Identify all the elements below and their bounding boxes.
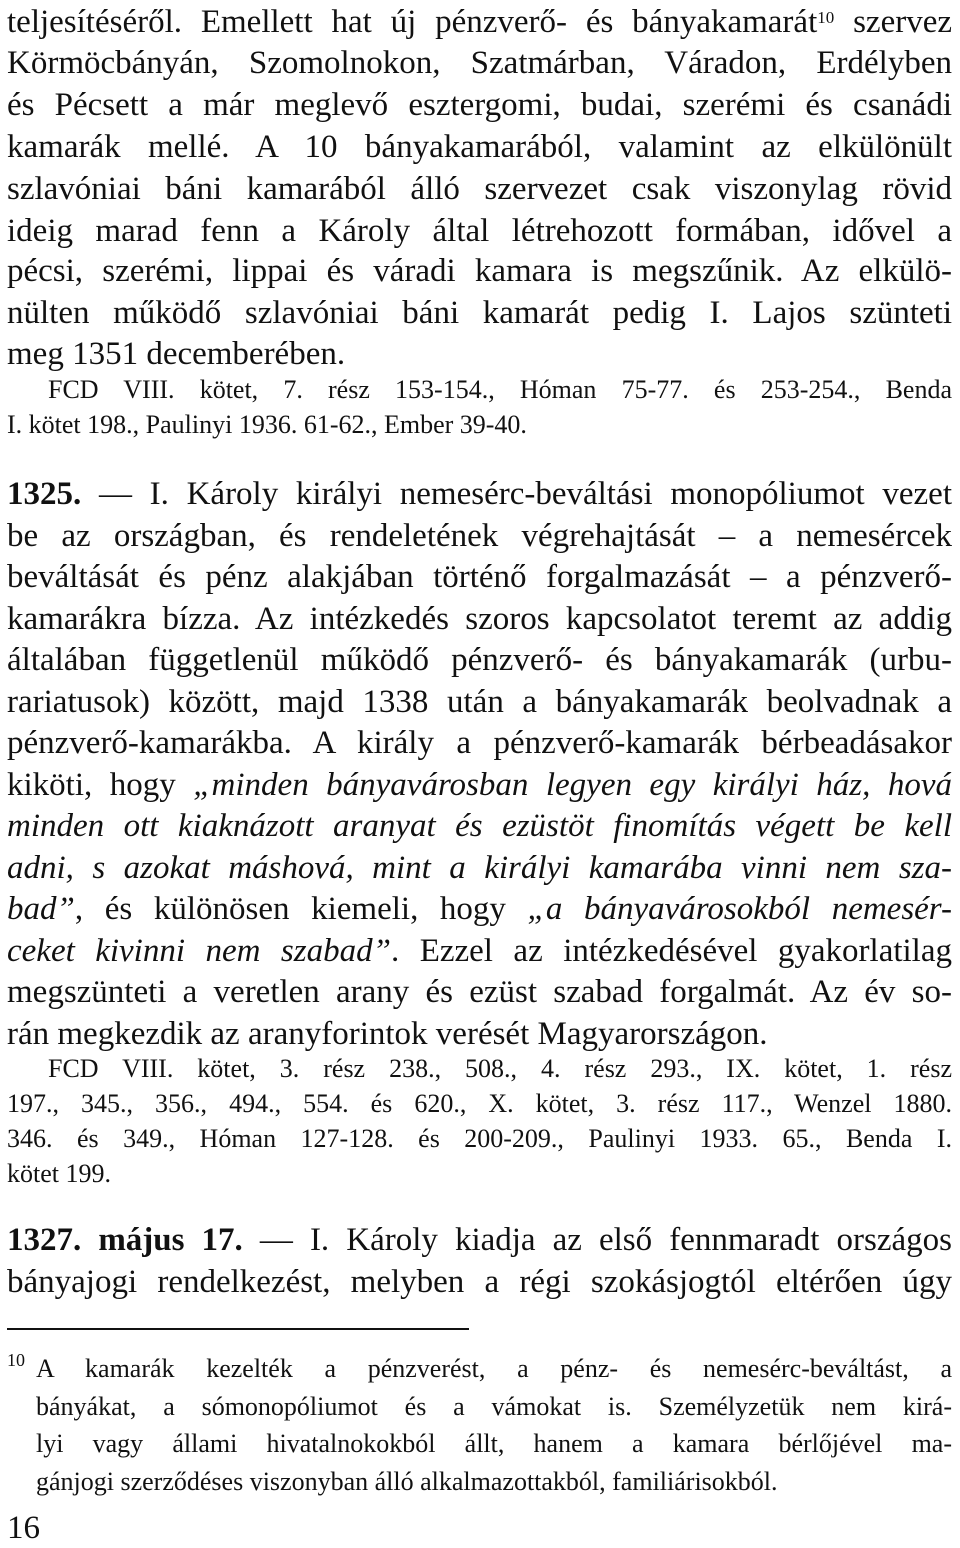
source-reference: 197., 345., 356., 494., 554. és 620., X. kötet, 3. rész 117., Wenzel 1880. [7,1089,952,1118]
footnote-separator [7,1328,469,1330]
entry-date: 1325. [7,476,82,512]
body-text: — I. Károly királyi nemesérc-beváltási monopóliumot vezet [81,476,952,512]
quote-text: ceket kivinni nem szabad” [7,933,391,969]
quote-text: bad” [7,891,75,927]
body-text: kiköti, hogy [7,767,194,803]
body-line: be az országban, és rendeletének végrehajtását – a nemesércek [7,518,952,554]
body-line: pénzverő-kamarákba. A király a pénzverő-kamarák bérbeadásakor [7,725,952,761]
entry-date: 1327. május 17. [7,1222,243,1258]
body-text: — I. Károly kiadja az első fennmaradt országos [242,1222,952,1258]
body-line: szlavóniai báni kamarából álló szervezet csak viszonylag rövid [7,171,952,207]
entry-1325-line [7,474,952,514]
page-number: 16 [7,1510,40,1546]
body-line: ideig marad fenn a Károly által létrehozott formában, idővel a [7,213,952,249]
body-line: általában függetlenül működő pénzverő- és bányakamarák (urbu- [7,642,952,678]
body-line: bányajogi rendelkezést, melyben a régi szokásjogtól eltérően úgy [7,1264,952,1300]
body-line: és Pécsett a már meglevő esztergomi, budai, szerémi és csanádi [7,87,952,123]
entry-1327-line [7,1220,952,1260]
body-line: beváltását és pénz alakjában történő forgalmazását – a pénzverő- [7,559,952,595]
body-line [7,765,952,805]
body-text: teljesítéséről. Emellett hat új pénzverő- és bányakamarát [7,4,818,40]
body-line: rán megkezdik az aranyforintok verését Magyarországon. [7,1016,768,1052]
footnote-line: gánjogi szerződéses viszonyban álló alkalmazottakból, familiárisokból. [36,1467,778,1496]
quote-line: minden ott kiaknázott aranyat és ezüstöt finomítás végett be kell [7,808,952,844]
footnote-number: 10 [7,1350,25,1370]
body-line: nülten működő szlavóniai báni kamarát pedig I. Lajos szünteti [7,295,952,331]
body-line: rariatusok) között, majd 1338 után a bányakamarák beolvadnak a [7,684,952,720]
body-line [7,889,952,929]
source-reference: FCD VIII. kötet, 7. rész 153-154., Hóman 75-77. és 253-254., Benda [48,375,952,404]
body-line [7,931,952,971]
footnote-line: lyi vagy állami hivatalnokokból állt, hanem a kamara bérlőjével ma- [36,1429,952,1458]
source-reference: kötet 199. [7,1159,111,1188]
body-line: meg 1351 decemberében. [7,336,346,372]
body-line [7,2,952,42]
footnote-line: A kamarák kezelték a pénzverést, a pénz- és nemesérc-beváltást, a [36,1354,952,1383]
source-reference: 346. és 349., Hóman 127-128. és 200-209., Paulinyi 1933. 65., Benda I. [7,1124,952,1153]
source-reference: FCD VIII. kötet, 3. rész 238., 508., 4. rész 293., IX. kötet, 1. rész [48,1054,952,1083]
body-line: megszünteti a veretlen arany és ezüst szabad forgalmát. Az év so- [7,974,952,1010]
source-reference: I. kötet 198., Paulinyi 1936. 61-62., Ember 39-40. [7,410,527,439]
footnote-line: bányákat, a sómonopóliumot és a vámokat is. Személyzetük nem kirá- [36,1392,952,1421]
quote-line: adni, s azokat máshová, mint a királyi kamarába vinni nem sza- [7,850,952,886]
body-line: Körmöcbányán, Szomolnokon, Szatmárban, Váradon, Erdélyben [7,45,952,81]
quote-text: „a bányavárosokból nemesér- [527,891,952,927]
body-line: pécsi, szerémi, lippai és váradi kamara is megszűnik. Az elkülö- [7,253,952,289]
footnote-reference: 10 [817,8,835,27]
quote-text: „minden bányavárosban legyen egy királyi ház, hová [193,767,952,803]
body-line: kamarákra bízza. Az intézkedés szoros kapcsolatot teremt az addig [7,601,952,637]
body-text: szervez [834,4,952,40]
body-text: . Ezzel az intézkedésével gyakorlatilag [390,933,952,969]
body-text: , és különösen kiemeli, hogy [74,891,528,927]
body-line: kamarák mellé. A 10 bányakamarából, valamint az elkülönült [7,129,952,165]
